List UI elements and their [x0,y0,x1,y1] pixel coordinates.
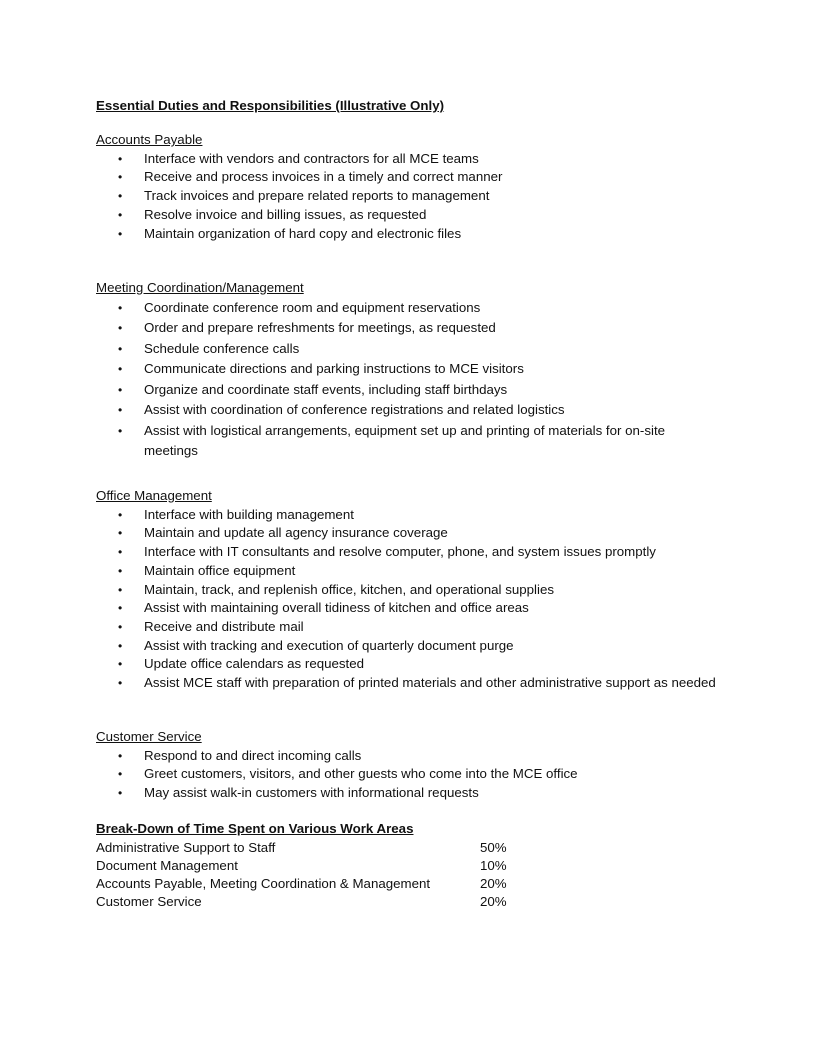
bullet-list [96,298,716,462]
list-item: • Maintain office equipment [96,562,716,581]
bullet-icon: • [118,362,123,377]
bullet-icon: • [118,403,123,418]
bullet-icon: • [118,300,123,315]
bullet-icon: • [118,676,123,691]
bullet-icon: • [118,786,123,801]
work-area-label: Document Management [96,857,238,873]
list-item: • Organize and coordinate staff events, including staff birthdays [96,380,716,401]
list-item: • May assist walk-in customers with informational requests [96,784,716,803]
bullet-icon: • [118,748,123,763]
bullet-icon: • [118,151,123,166]
bullet-icon: • [118,321,123,336]
bullet-icon: • [118,638,123,653]
list-item: • Receive and distribute mail [96,618,716,637]
table-row [96,875,716,893]
work-area-percent: 50% [480,839,507,855]
section-customer-service [96,728,716,803]
work-area-label: Administrative Support to Staff [96,839,276,855]
list-item: • Order and prepare refreshments for meetings, as requested [96,318,716,339]
time-breakdown-table [96,820,716,911]
bullet-icon: • [118,601,123,616]
bullet-icon: • [118,545,123,560]
list-item: • Assist with maintaining overall tidiness of kitchen and office areas [96,599,716,618]
table-row [96,857,716,875]
bullet-icon: • [118,170,123,185]
section-heading: Customer Service [96,729,202,744]
list-item: • Track invoices and prepare related reports to management [96,187,716,206]
list-item: • Update office calendars as requested [96,655,716,674]
list-item: • Assist with tracking and execution of quarterly document purge [96,637,716,656]
section-meeting-coordination [96,279,716,462]
list-item: • Respond to and direct incoming calls [96,747,716,766]
bullet-icon: • [118,619,123,634]
list-item: • Assist with coordination of conference registrations and related logistics [96,400,716,421]
list-item: • Maintain and update all agency insurance coverage [96,524,716,543]
section-office-management [96,487,716,693]
list-item: • Assist with logistical arrangements, equipment set up and printing of materials for on-site meetings [118,422,666,459]
document-title-block [96,97,716,116]
section-heading: Meeting Coordination/Management [96,280,304,295]
bullet-icon: • [118,382,123,397]
section-heading: Office Management [96,488,212,503]
document-title: Essential Duties and Responsibilities (Illustrative Only) [96,98,445,113]
list-item: • Resolve invoice and billing issues, as requested [96,206,716,225]
bullet-icon: • [118,526,123,541]
list-item: • Maintain, track, and replenish office, kitchen, and operational supplies [96,581,716,600]
list-item: • Receive and process invoices in a timely and correct manner [96,168,716,187]
list-item: • Assist MCE staff with preparation of printed materials and other administrative support as needed [96,674,716,693]
bullet-icon: • [118,507,123,522]
list-item: • Schedule conference calls [96,339,716,360]
work-area-percent: 20% [480,893,507,909]
bullet-icon: • [118,226,123,241]
work-area-percent: 10% [480,857,507,873]
table-row [96,893,716,911]
bullet-icon: • [118,767,123,782]
list-item: • Maintain organization of hard copy and electronic files [96,225,716,244]
bullet-icon: • [118,563,123,578]
section-heading: Accounts Payable [96,132,203,147]
list-item: • Interface with building management [96,506,716,525]
bullet-icon: • [118,657,123,672]
bullet-icon: • [118,341,123,356]
bullet-icon: • [118,189,123,204]
bullet-list [96,150,716,244]
list-item: • Coordinate conference room and equipment reservations [96,298,716,319]
work-area-label: Accounts Payable, Meeting Coordination & Management [96,875,431,891]
bullet-icon: • [118,582,123,597]
bullet-icon: • [118,423,123,438]
list-item: • Greet customers, visitors, and other guests who come into the MCE office [96,765,716,784]
bullet-list [96,747,716,803]
work-area-label: Customer Service [96,893,202,909]
bullet-list [96,506,716,693]
table-row [96,839,716,857]
section-accounts-payable [96,131,716,243]
list-item: • Communicate directions and parking instructions to MCE visitors [96,359,716,380]
list-item: • Interface with vendors and contractors for all MCE teams [96,150,716,169]
work-area-percent: 20% [480,875,507,891]
time-breakdown-heading: Break-Down of Time Spent on Various Work Areas [96,821,414,836]
bullet-icon: • [118,207,123,222]
list-item: • Interface with IT consultants and resolve computer, phone, and system issues promptly [96,543,716,562]
